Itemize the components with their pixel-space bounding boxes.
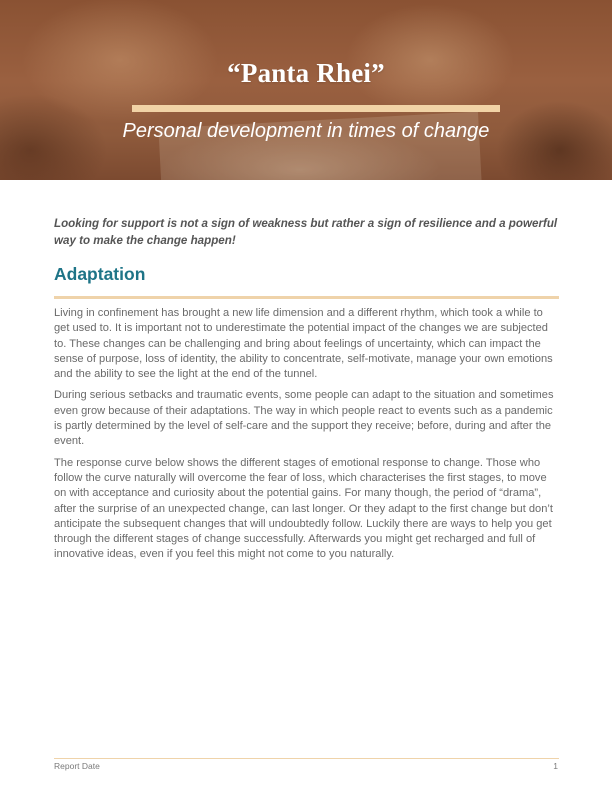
footer-page-number: 1 <box>553 761 558 771</box>
footer-divider <box>54 758 559 759</box>
page-subtitle: Personal development in times of change <box>122 120 490 142</box>
section-body <box>54 306 559 569</box>
header-banner <box>0 0 612 180</box>
page-title: “Panta Rhei” <box>227 58 385 88</box>
paragraph-2: During serious setbacks and traumatic events, some people can adapt to the situation and sometimes even grow because of their adaptations. The way in which people react to events such as a pandemic is partly determined by the level of self-care and the support they receive; before, during and after the event. <box>54 389 554 448</box>
paragraph-1: Living in confinement has brought a new life dimension and a different rhythm, which took a while to get used to. It is important not to underestimate the potential impact of the changes we are subjected to. These changes can be challenging and bring about feelings of uncertainty, which can impact the sense of purpose, loss of identity, the ability to concentrate, self-motivate, manage your own emotions and the ability to see the light at the end of the tunnel. <box>54 307 553 381</box>
title-underline <box>132 105 500 112</box>
section-divider <box>54 296 559 299</box>
footer-report-date: Report Date <box>54 761 100 771</box>
intro-statement: Looking for support is not a sign of weakness but rather a sign of resilience and a powerful way to make the change happen! <box>54 217 558 247</box>
section-heading: Adaptation <box>54 264 146 284</box>
paragraph-3: The response curve below shows the different stages of emotional response to change. Those who follow the curve naturally will overcome the fear of loss, which characterises the first stages, to move on with acceptance and curiosity about the potential gains. For many though, the period of “drama”, after the surprise of an unexpected change, can last longer. Or they adapt to the first change but don’t anticipate the subsequent changes that will undoubtedly follow. Luckily there are ways to help you get through the different stages of change successfully. Afterwards you might get recharged and full of innovative ideas, even if you feel this might not come to you naturally. <box>54 456 553 561</box>
